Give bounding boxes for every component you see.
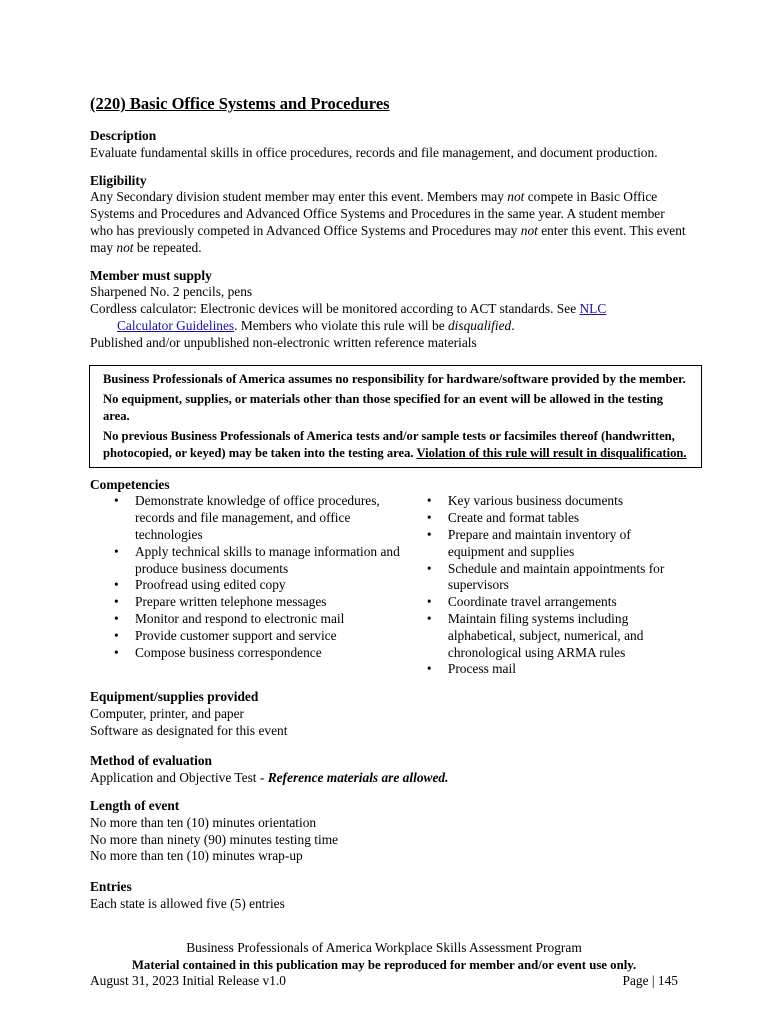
bullet-icon: • [426,493,432,509]
evaluation-part: Application and Objective Test - [90,770,268,786]
competency-item [90,611,403,628]
competency-item [90,544,403,578]
competency-text: Prepare written telephone messages [135,594,327,610]
disqualified-emphasis: disqualified [447,317,512,333]
competencies-columns [90,493,690,678]
length-line: No more than ten (10) minutes orientation [90,814,317,830]
notice-tests-text: No previous Business Professionals of America tests and/or sample tests or facsimiles thereof (handwritten, photocopied, or keyed) may be taken into the testing area. [103,429,675,460]
bullet-icon: • [114,493,119,509]
eligibility-text [90,189,690,256]
bullet-icon: • [426,526,432,542]
competency-text: Provide customer support and service [135,627,337,643]
competency-item [90,628,403,645]
entries-heading: Entries [90,879,132,895]
equipment-line: Software as designated for this event [90,722,288,738]
competency-text: Demonstrate knowledge of office procedures, records and file management, and office technologies [135,493,380,542]
notice-box [89,365,702,468]
competency-text: Compose business correspondence [135,644,322,660]
evaluation-heading: Method of evaluation [90,753,212,769]
footer-copyright: Material contained in this publication may be reproduced for member and/or event use only. [131,957,637,972]
nlc-calculator-guidelines-link-cont[interactable]: Calculator Guidelines [117,317,235,333]
footer-release: August 31, 2023 Initial Release v1.0 [90,973,286,988]
eligibility-emphasis: not [520,222,538,238]
document-page [90,94,690,924]
competency-item [403,527,690,561]
equipment-heading: Equipment/supplies provided [90,689,259,705]
page-title: (220) Basic Office Systems and Procedures [90,94,390,113]
length-line: No more than ninety (90) minutes testing time [90,831,339,847]
supply-calculator [90,301,690,318]
description-heading: Description [90,128,157,143]
description-text: Evaluate fundamental skills in office procedures, records and file management, and document production. [90,144,658,160]
competency-item [403,661,690,678]
bullet-icon: • [426,594,432,610]
competency-text: Coordinate travel arrangements [447,594,617,610]
supply-reference-materials: Published and/or unpublished non-electronic written reference materials [90,334,477,350]
competency-item [403,611,690,661]
competency-text: Prepare and maintain inventory of equipment and supplies [447,526,631,559]
competency-item [403,493,690,510]
competency-item [403,561,690,595]
length-section [90,798,690,865]
competency-item [403,594,690,611]
nlc-calculator-guidelines-link[interactable]: NLC [579,301,607,317]
supply-pencils: Sharpened No. 2 pencils, pens [90,284,253,300]
eligibility-part: be repeated. [133,239,202,255]
competency-text: Process mail [447,661,516,677]
notice-line-equipment: No equipment, supplies, or materials other than those specified for an event will be allowed in the testing area. [103,392,664,423]
competency-item [90,594,403,611]
evaluation-text [90,770,690,787]
calculator-text: Cordless calculator: Electronic devices will be monitored according to ACT standards. See [90,301,580,317]
member-supply-heading: Member must supply [90,267,212,283]
competencies-right-list [403,493,690,678]
member-supply-section [90,268,690,352]
calculator-text: . Members who violate this rule will be [234,317,448,333]
competency-text: Create and format tables [447,510,580,526]
eligibility-part: compete in Basic Office Systems and Procedures and Advanced Office Systems and Procedures in the same year. A student member who has previously competed in Advanced Office Systems and Procedures may [90,189,665,238]
eligibility-emphasis: not [507,189,525,205]
bullet-icon: • [114,594,119,610]
length-line: No more than ten (10) minutes wrap-up [90,848,303,864]
bullet-icon: • [114,577,119,593]
calculator-text: . [511,317,515,333]
eligibility-part: Any Secondary division student member may enter this event. Members may [90,189,508,205]
entries-section [90,879,690,913]
evaluation-section [90,753,690,787]
competency-text: Proofread using edited copy [135,577,286,593]
equipment-line: Computer, printer, and paper [90,705,244,721]
footer-program: Business Professionals of America Workplace Skills Assessment Program [186,940,582,955]
description-section [90,128,690,162]
bullet-icon: • [114,627,119,643]
competency-text: Key various business documents [447,493,624,509]
notice-violation-text: Violation of this rule will result in disqualification. [416,445,687,460]
competency-item [403,510,690,527]
entries-text: Each state is allowed five (5) entries [90,896,285,912]
bullet-icon: • [114,644,119,660]
notice-line-hardware: Business Professionals of America assumes no responsibility for hardware/software provided by the member. [103,371,686,386]
competencies-left-list [90,493,403,678]
supply-calculator-cont [90,318,690,335]
eligibility-emphasis: not [116,239,134,255]
competency-text: Apply technical skills to manage information and produce business documents [135,543,400,576]
bullet-icon: • [114,610,119,626]
competencies-section [90,477,690,679]
bullet-icon: • [426,610,432,626]
competency-text: Maintain filing systems including alphabetical, subject, numerical, and chronological using ARMA rules [447,610,644,660]
footer-row [90,973,678,990]
eligibility-heading: Eligibility [90,172,147,188]
competency-text: Schedule and maintain appointments for supervisors [447,560,665,593]
bullet-icon: • [426,510,432,526]
competencies-heading: Competencies [90,476,170,492]
eligibility-part: enter this event. This event may [90,222,686,255]
page-footer [90,940,678,990]
bullet-icon: • [426,661,432,677]
length-heading: Length of event [90,798,180,814]
evaluation-emphasis: Reference materials are allowed. [267,770,449,786]
competency-text: Monitor and respond to electronic mail [135,610,345,626]
bullet-icon: • [114,543,119,559]
competency-item [90,645,403,662]
equipment-section [90,689,690,739]
footer-page-number: Page | 145 [622,973,678,988]
competency-item [90,493,403,543]
bullet-icon: • [426,560,432,576]
competency-item [90,577,403,594]
notice-line-tests [103,428,691,461]
eligibility-section [90,173,690,257]
